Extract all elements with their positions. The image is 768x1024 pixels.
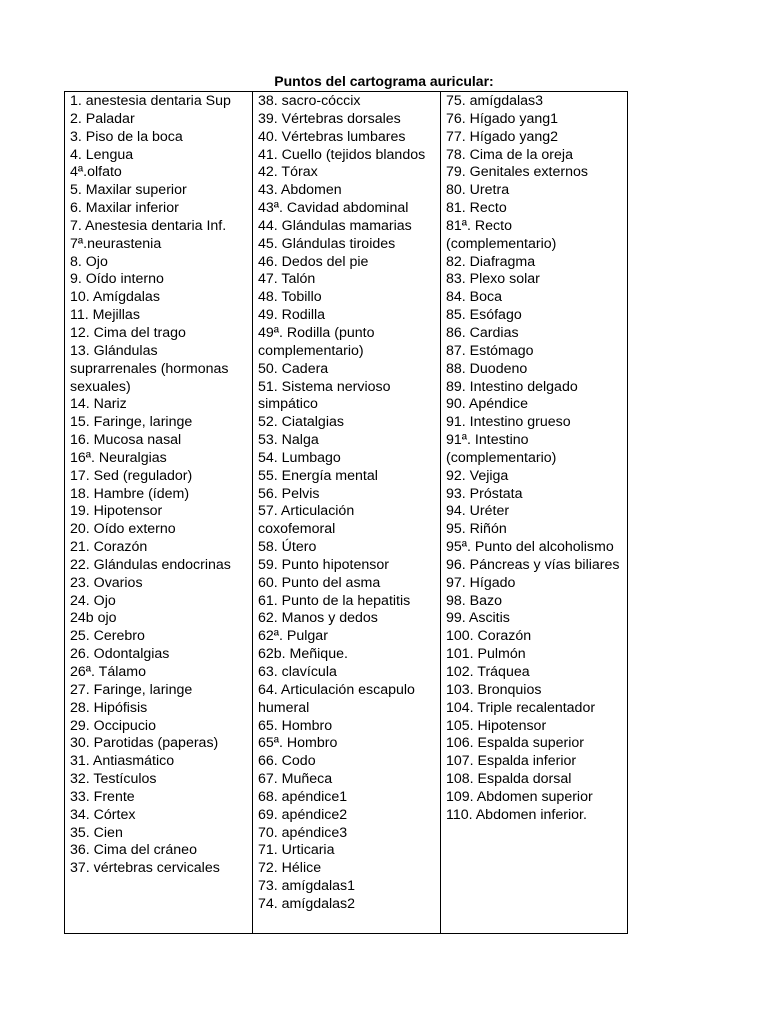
list-item: 95. Riñón (446, 521, 507, 538)
list-item: 97. Hígado (446, 574, 516, 591)
list-item: 51. Sistema nervioso simpático (258, 378, 391, 413)
list-item: 62ª. Pulgar (258, 628, 328, 645)
list-item: 110. Abdomen inferior. (446, 806, 587, 823)
list-item: 47. Talón (258, 271, 316, 288)
list-item: 93. Próstata (446, 485, 523, 502)
list-item: 101. Pulmón (446, 646, 526, 663)
list-item: 11. Mejillas (70, 307, 140, 324)
list-item: 65ª. Hombro (258, 735, 338, 752)
list-item: 89. Intestino delgado (446, 378, 578, 395)
list-item: 70. apéndice3 (258, 824, 348, 841)
list-item: 109. Abdomen superior (446, 788, 593, 805)
list-item: 26ª. Tálamo (70, 664, 146, 680)
list-item: 85. Esófago (446, 307, 522, 324)
list-item: 74. amígdalas2 (258, 895, 356, 912)
list-item: 99. Ascitis (446, 610, 510, 627)
list-item: 7. Anestesia dentaria Inf. (70, 217, 227, 234)
table-row (65, 92, 628, 934)
list-item: 49ª. Rodilla (punto complementario) (258, 324, 375, 359)
list-item: 55. Energía mental (258, 467, 378, 484)
list-item: 2. Paladar (70, 110, 135, 127)
list-item: 12. Cima del trago (70, 324, 186, 341)
list-item: 57. Articulación coxofemoral (258, 503, 355, 538)
list-item: 1. anestesia dentaria Sup (70, 93, 231, 109)
list-item: 29. Occipucio (70, 717, 156, 734)
list-item: 108. Espalda dorsal (446, 771, 572, 788)
list-item: 90. Apéndice (446, 396, 529, 413)
list-item: 30. Parotidas (paperas) (70, 735, 219, 752)
list-item: 102. Tráquea (446, 664, 530, 680)
list-item: 9. Oído interno (70, 271, 164, 288)
list-item: 54. Lumbago (258, 449, 341, 466)
list-item: 59. Punto hipotensor (258, 556, 389, 573)
list-item: 38. sacro-cóccix (258, 93, 361, 109)
list-item: 103. Bronquios (446, 681, 542, 698)
list-item: 69. apéndice2 (258, 806, 348, 823)
list-item: 49. Rodilla (258, 307, 326, 324)
list-item: 88. Duodeno (446, 360, 528, 377)
list-item: 91ª. Intestino (complementario) (446, 432, 557, 466)
list-item: 63. clavícula (258, 664, 337, 680)
list-item: 19. Hipotensor (70, 503, 163, 520)
list-item: 41. Cuello (tejidos blandos (258, 146, 426, 163)
list-item: 94. Uréter (446, 503, 510, 520)
list-item: 52. Ciatalgias (258, 414, 344, 431)
list-item: 82. Diafragma (446, 253, 536, 270)
list-item: 43. Abdomen (258, 182, 342, 199)
list-item: 16. Mucosa nasal (70, 432, 182, 449)
list-item: 62b. Meñique. (258, 646, 348, 663)
list-item: 21. Corazón (70, 539, 148, 556)
list-item: 32. Testículos (70, 771, 157, 788)
list-item: 91. Intestino grueso (446, 414, 571, 431)
list-item: 66. Codo (258, 753, 316, 770)
list-item: 60. Punto del asma (258, 574, 381, 591)
list-item: 13. Glándulas suprarrenales (hormonas sexuales) (70, 342, 229, 395)
list-item: 44. Glándulas mamarias (258, 217, 412, 234)
list-item: 92. Vejiga (446, 467, 509, 484)
list-item: 34. Córtex (70, 806, 136, 823)
list-item: 17. Sed (regulador) (70, 467, 193, 484)
list-item: 5. Maxilar superior (70, 182, 187, 199)
list-item: 31. Antiasmático (70, 753, 175, 770)
list-item: 95ª. Punto del alcoholismo (446, 539, 614, 556)
list-item: 78. Cima de la oreja (446, 146, 573, 163)
column-2 (253, 92, 441, 934)
list-item: 73. amígdalas1 (258, 878, 356, 895)
list-item: 67. Muñeca (258, 771, 333, 788)
list-item: 18. Hambre (ídem) (70, 485, 190, 502)
column-3 (441, 92, 628, 934)
list-item: 105. Hipotensor (446, 717, 547, 734)
list-item: 40. Vértebras lumbares (258, 128, 406, 145)
list-item: 58. Útero (258, 539, 317, 556)
list-item: 14. Nariz (70, 396, 127, 413)
list-item: 15. Faringe, laringe (70, 414, 193, 431)
list-item: 25. Cerebro (70, 628, 145, 645)
list-item: 24b ojo (70, 610, 117, 627)
list-item: 53. Nalga (258, 432, 319, 449)
list-item: 26. Odontalgias (70, 646, 170, 663)
list-item: 104. Triple recalentador (446, 699, 596, 716)
list-item: 84. Boca (446, 289, 503, 306)
list-item: 16ª. Neuralgias (70, 449, 167, 466)
list-item: 107. Espalda inferior (446, 753, 577, 770)
points-table (64, 91, 628, 934)
list-item: 68. apéndice1 (258, 788, 348, 805)
list-item: 81ª. Recto (complementario) (446, 217, 557, 252)
list-item: 35. Cien (70, 824, 123, 841)
list-item: 106. Espalda superior (446, 735, 585, 752)
list-item: 83. Plexo solar (446, 271, 540, 288)
list-item: 80. Uretra (446, 182, 510, 199)
list-item: 39. Vértebras dorsales (258, 110, 401, 127)
list-item: 43ª. Cavidad abdominal (258, 200, 409, 217)
list-item: 96. Páncreas y vías biliares (446, 556, 620, 573)
list-item: 8. Ojo (70, 253, 108, 270)
list-item: 42. Tórax (258, 164, 318, 181)
list-item: 46. Dedos del pie (258, 253, 369, 270)
list-item: 50. Cadera (258, 360, 329, 377)
list-item: 33. Frente (70, 788, 135, 805)
list-item: 4. Lengua (70, 146, 134, 163)
list-item: 22. Glándulas endocrinas (70, 556, 231, 573)
list-item: 62. Manos y dedos (258, 610, 378, 627)
list-item: 27. Faringe, laringe (70, 681, 193, 698)
list-item: 6. Maxilar inferior (70, 200, 179, 217)
list-item: 23. Ovarios (70, 574, 143, 591)
list-item: 36. Cima del cráneo (70, 842, 197, 859)
list-item: 24. Ojo (70, 592, 116, 609)
list-item: 72. Hélice (258, 860, 322, 877)
list-item: 28. Hipófisis (70, 699, 148, 716)
document-title: Puntos del cartograma auricular: (274, 73, 494, 89)
list-item: 37. vértebras cervicales (70, 860, 220, 877)
list-item: 20. Oído externo (70, 521, 176, 538)
list-item: 86. Cardias (446, 324, 519, 341)
list-item: 81. Recto (446, 200, 507, 217)
list-item: 64. Articulación escapulo humeral (258, 681, 415, 716)
list-item: 100. Corazón (446, 628, 532, 645)
list-item: 77. Hígado yang2 (446, 128, 559, 145)
list-item: 45. Glándulas tiroides (258, 235, 396, 252)
list-item: 10. Amígdalas (70, 289, 160, 306)
list-item: 75. amígdalas3 (446, 93, 544, 109)
list-item: 76. Hígado yang1 (446, 110, 559, 127)
list-item: 98. Bazo (446, 592, 503, 609)
list-item: 7ª.neurastenia (70, 235, 162, 252)
list-item: 65. Hombro (258, 717, 333, 734)
list-item: 4ª.olfato (70, 164, 122, 181)
list-item: 3. Piso de la boca (70, 128, 183, 145)
column-1 (65, 92, 253, 934)
list-item: 48. Tobillo (258, 289, 322, 306)
list-item: 71. Urticaria (258, 842, 335, 859)
list-item: 61. Punto de la hepatitis (258, 592, 411, 609)
list-item: 87. Estómago (446, 342, 534, 359)
list-item: 79. Genitales externos (446, 164, 588, 181)
list-item: 56. Pelvis (258, 485, 320, 502)
